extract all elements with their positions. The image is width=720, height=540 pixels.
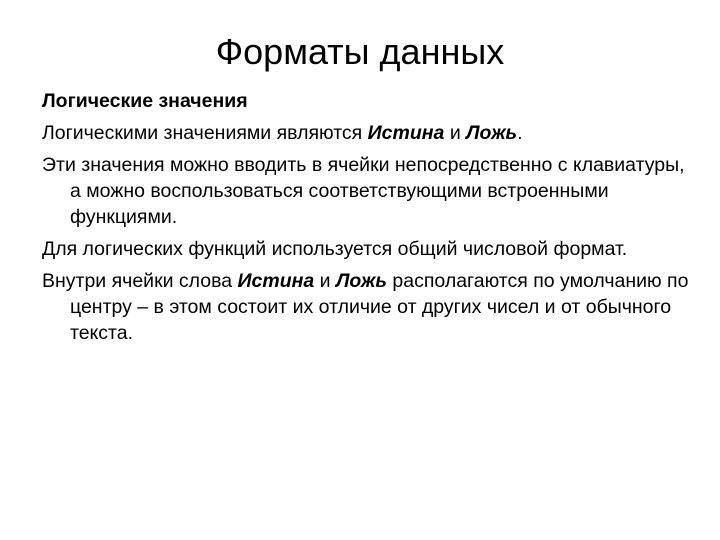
paragraph-input-methods: Эти значения можно вводить в ячейки непосредственно с клавиатуры, а можно воспользоваться соответствующими встроенными функциями. — [42, 154, 685, 228]
p4-and: и — [314, 270, 336, 292]
paragraph-logical-values — [42, 120, 692, 146]
p4-text-after: располагаются по умолчанию по центру – в этом состоит их отличие от других чисел и от обычного текста. — [70, 270, 689, 344]
slide-title: Форматы данных — [215, 31, 505, 72]
p4-text-before: Внутри ячейки слова — [42, 270, 238, 292]
p1-false-word: Ложь — [466, 122, 518, 144]
subheading: Логические значения — [42, 90, 248, 112]
paragraph-alignment — [42, 268, 692, 346]
slide-body — [42, 88, 692, 352]
p1-text-before: Логическими значениями являются — [42, 122, 368, 144]
p1-text-after: . — [517, 122, 523, 144]
p1-true-word: Истина — [367, 122, 445, 144]
paragraph-number-format: Для логических функций используется общий числовой формат. — [42, 238, 628, 260]
p4-true-word: Истина — [237, 270, 315, 292]
p4-false-word: Ложь — [336, 270, 387, 292]
p1-and: и — [444, 122, 467, 144]
